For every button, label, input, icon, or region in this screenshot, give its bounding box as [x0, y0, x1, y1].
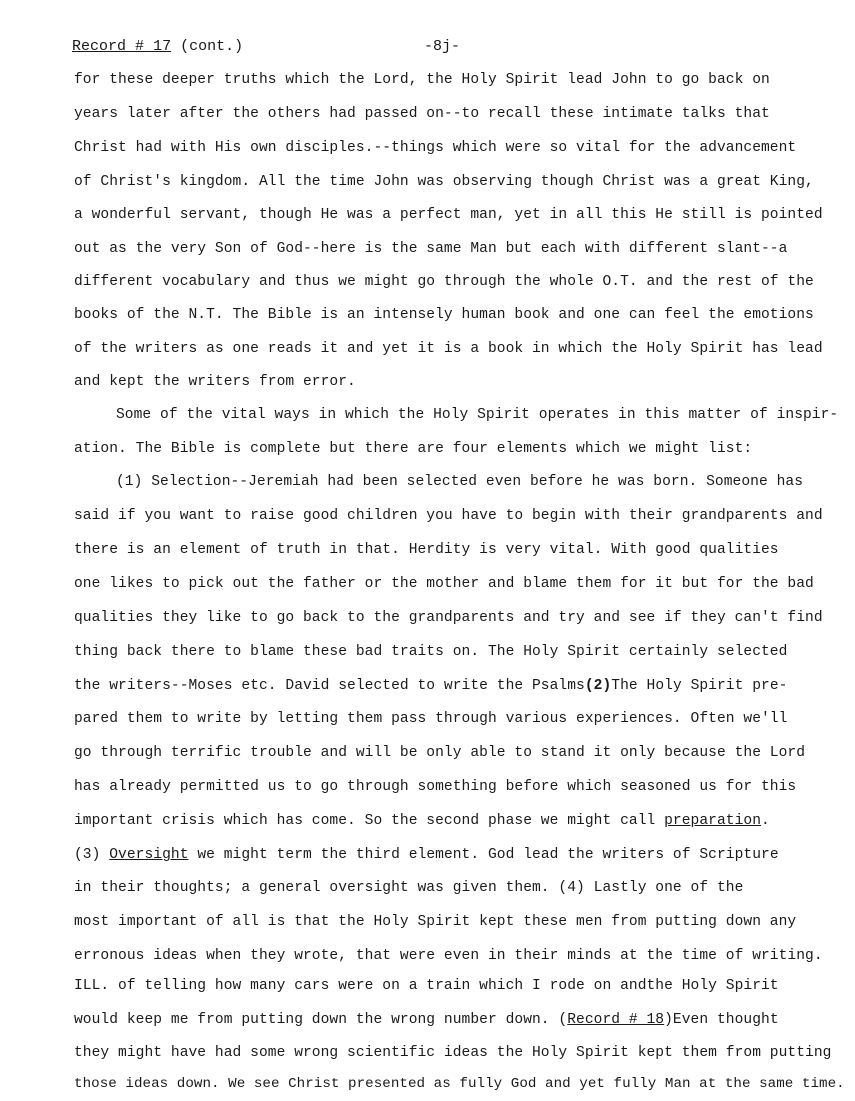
text-line-22: has already permitted us to go through something before which seasoned us for this	[74, 779, 797, 795]
text-line-7: different vocabulary and thus we might go through the whole O.T. and the rest of the	[74, 274, 814, 290]
text-line-27: erronous ideas when they wrote, that were even in their minds at the time of writing.	[74, 948, 823, 964]
page-header	[72, 38, 832, 60]
line-23-text-a: important crisis which has come. So the second phase we might call	[74, 813, 665, 829]
text-line-18: thing back there to blame these bad traits on. The Holy Spirit certainly selected	[74, 644, 788, 660]
line-19-text-b: The Holy Spirit pre-	[611, 678, 788, 694]
text-line-28: ILL. of telling how many cars were on a train which I rode on andthe Holy Spirit	[74, 978, 779, 994]
text-line-6: out as the very Son of God--here is the same Man but each with different slant--a	[74, 241, 788, 257]
line-29-text-b: )Even thought	[664, 1012, 779, 1028]
line-24-text-a: (3)	[74, 847, 110, 863]
text-line-9: of the writers as one reads it and yet it is a book in which the Holy Spirit has lead	[74, 341, 823, 357]
record-18-reference: Record # 18	[567, 1012, 665, 1028]
text-line-13: (1) Selection--Jeremiah had been selected even before he was born. Someone has	[116, 474, 803, 490]
text-line-29	[74, 1012, 779, 1028]
line-24-text-b: we might term the third element. God lead the writers of Scripture	[188, 847, 779, 863]
line-29-text-a: would keep me from putting down the wrong number down. (	[74, 1012, 568, 1028]
text-line-16: one likes to pick out the father or the mother and blame them for it but for the bad	[74, 576, 814, 592]
record-hash: #	[135, 38, 145, 55]
text-line-15: there is an element of truth in that. Herdity is very vital. With good qualities	[74, 542, 779, 558]
text-line-30: they might have had some wrong scientific ideas the Holy Spirit kept them from putting	[74, 1045, 832, 1061]
text-line-5: a wonderful servant, though He was a perfect man, yet in all this He still is pointed	[74, 207, 823, 223]
preparation-underlined: preparation	[664, 813, 762, 829]
text-line-8: books of the N.T. The Bible is an intensely human book and one can feel the emotions	[74, 307, 814, 323]
text-line-3: Christ had with His own disciples.--things which were so vital for the advancement	[74, 140, 797, 156]
text-line-4: of Christ's kingdom. All the time John was observing though Christ was a great King,	[74, 174, 814, 190]
text-line-21: go through terrific trouble and will be only able to stand it only because the Lord	[74, 745, 806, 761]
text-line-17: qualities they like to go back to the grandparents and try and see if they can't find	[74, 610, 823, 626]
text-line-12: ation. The Bible is complete but there are four elements which we might list:	[74, 441, 753, 457]
line-19-text-a: the writers--Moses etc. David selected to write the Psalms	[74, 678, 585, 694]
text-line-10: and kept the writers from error.	[74, 374, 356, 390]
text-line-14: said if you want to raise good children you have to begin with their grandparents and	[74, 508, 823, 524]
record-label-text	[72, 38, 171, 55]
record-number: 17	[153, 38, 172, 55]
text-line-1: for these deeper truths which the Lord, the Holy Spirit lead John to go back on	[74, 72, 770, 88]
oversight-underlined: Oversight	[109, 847, 189, 863]
line-23-text-b: .	[761, 813, 770, 829]
text-line-24	[74, 847, 779, 863]
handwritten-mark-2: (2)	[584, 678, 612, 694]
text-line-11: Some of the vital ways in which the Holy Spirit operates in this matter of inspir-	[116, 407, 839, 423]
text-line-19	[74, 678, 787, 694]
page-number: -8j-	[424, 38, 461, 55]
text-line-31: those ideas down. We see Christ presented as fully God and yet fully Man at the same time.	[74, 1076, 845, 1092]
record-prefix: Record	[72, 38, 127, 55]
record-label	[72, 38, 243, 55]
record-suffix: (cont.)	[180, 38, 244, 55]
text-line-2: years later after the others had passed on--to recall these intimate talks that	[74, 106, 770, 122]
text-line-25: in their thoughts; a general oversight was given them. (4) Lastly one of the	[74, 880, 744, 896]
text-line-23	[74, 813, 770, 829]
text-line-20: pared them to write by letting them pass through various experiences. Often we'll	[74, 711, 788, 727]
text-line-26: most important of all is that the Holy Spirit kept these men from putting down any	[74, 914, 797, 930]
